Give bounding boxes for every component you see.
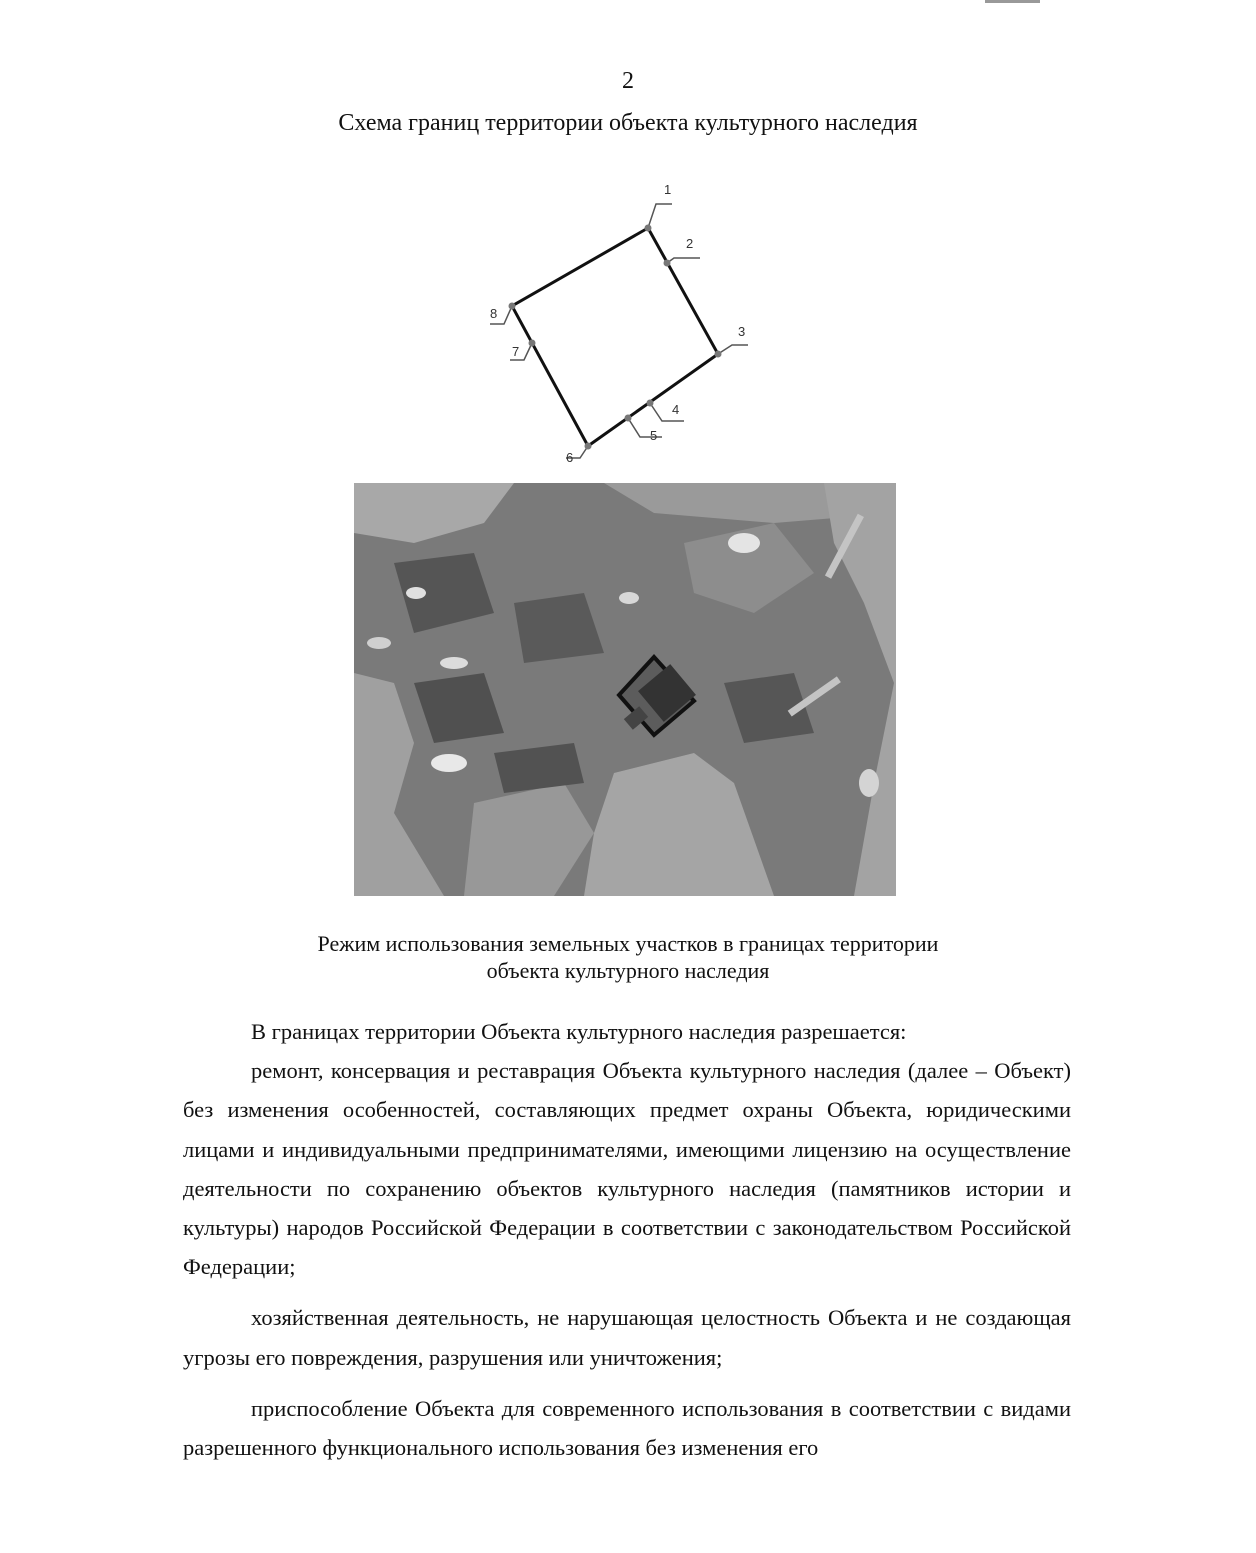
map-roof bbox=[619, 592, 639, 604]
boundary-point bbox=[529, 340, 536, 347]
mode-section-title bbox=[0, 930, 1256, 984]
point-label: 2 bbox=[686, 236, 694, 251]
boundary-point bbox=[625, 415, 632, 422]
map-roof bbox=[859, 769, 879, 797]
point-label: 7 bbox=[512, 344, 520, 359]
map-roof bbox=[440, 657, 468, 669]
point-leader bbox=[667, 258, 700, 263]
paragraph: хозяйственная деятельность, не нарушающая целостность Объекта и не создающая угрозы его повреждения, разрушения или уничтожения; bbox=[183, 1305, 1071, 1370]
map-roof bbox=[367, 637, 391, 649]
point-leader bbox=[648, 204, 672, 228]
map-roof bbox=[728, 533, 760, 553]
scan-corner-mark bbox=[985, 0, 1040, 3]
point-label: 4 bbox=[672, 402, 680, 417]
scheme-title: Схема границ территории объекта культурного наследия bbox=[338, 110, 918, 136]
point-label: 8 bbox=[490, 306, 498, 321]
boundary-point bbox=[664, 260, 671, 267]
boundary-point bbox=[647, 400, 654, 407]
boundary-point bbox=[645, 225, 652, 232]
boundary-point bbox=[585, 443, 592, 450]
point-label: 6 bbox=[566, 450, 574, 465]
point-label: 1 bbox=[664, 182, 672, 197]
boundary-polygon bbox=[512, 228, 718, 446]
point-label: 3 bbox=[738, 324, 746, 339]
page-number: 2 bbox=[622, 68, 634, 94]
boundary-scheme bbox=[480, 178, 746, 478]
point-label: 5 bbox=[650, 428, 658, 443]
boundary-point bbox=[715, 351, 722, 358]
map-roof bbox=[431, 754, 467, 772]
point-leader bbox=[718, 345, 748, 354]
mode-title-line: объекта культурного наследия bbox=[486, 958, 770, 983]
aerial-map bbox=[354, 483, 896, 896]
body-text bbox=[183, 1012, 1071, 1467]
paragraph: приспособление Объекта для современного использования в соответствии с видами разрешенного функционального использования без изменения его bbox=[183, 1395, 1071, 1461]
map-roof bbox=[406, 587, 426, 599]
paragraph: В границах территории Объекта культурного наследия разрешается: bbox=[251, 1019, 907, 1044]
paragraph: ремонт, консервация и реставрация Объекта культурного наследия (далее – Объект) без изменения особенностей, составляющих предмет охраны Объекта, юридическими лицами и индивидуальными предпринимателями, имеющими лицензию на осуществление деятельности по сохранению объектов культурного наследия (памятников истории и культуры) народов Российской Федерации в соответствии с законодательством Российской Федерации; bbox=[183, 1058, 1071, 1280]
mode-title-line: Режим использования земельных участков в границах территории bbox=[317, 931, 939, 956]
boundary-point bbox=[509, 303, 516, 310]
